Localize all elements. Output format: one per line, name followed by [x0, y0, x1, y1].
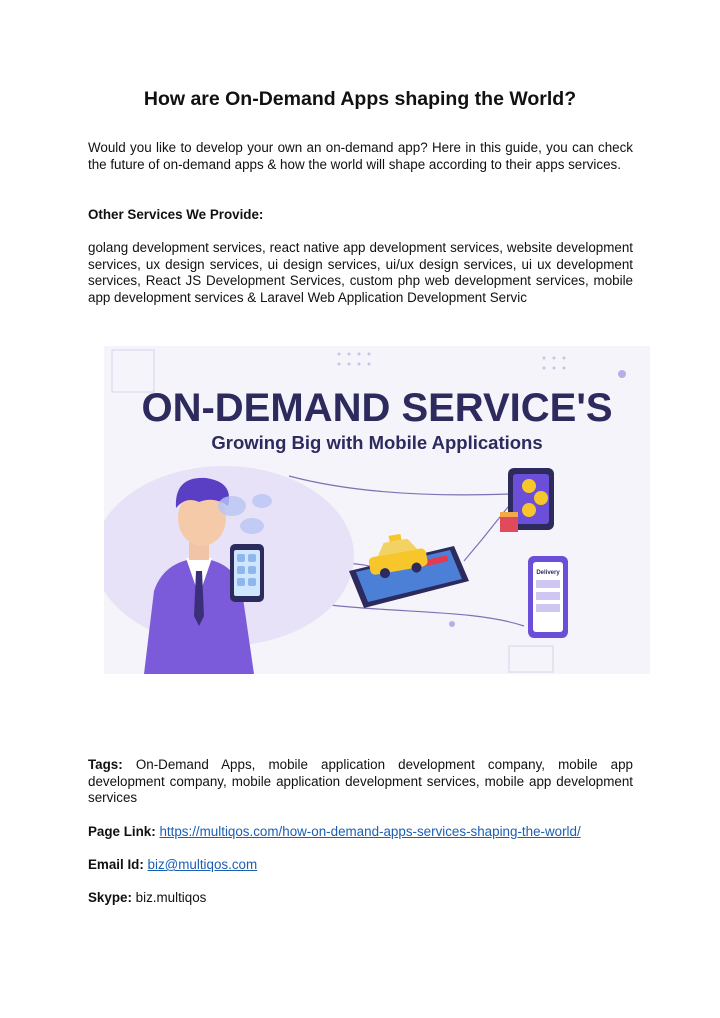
decor-sparkle — [618, 370, 626, 378]
services-paragraph: golang development services, react native app development services, website development services, ux design services, ui design services, ui/ux design services, ui ux development services, React JS Development Services, custom php web development services, mobile app development services & Laravel Web Application Development Servic — [88, 240, 633, 305]
payment-phone-icon — [500, 468, 554, 532]
hand-phone-icon — [230, 544, 264, 602]
skype-label: Skype: — [88, 890, 132, 905]
page-link-label: Page Link: — [88, 824, 156, 839]
page-link-row — [88, 824, 581, 839]
skype-row — [88, 890, 206, 905]
services-heading: Other Services We Provide: — [88, 207, 264, 222]
page-link[interactable]: https://multiqos.com/how-on-demand-apps-services-shaping-the-world/ — [159, 824, 581, 839]
on-demand-banner-image — [104, 346, 650, 674]
skype-value: biz.multiqos — [135, 890, 207, 905]
tags-paragraph — [88, 757, 633, 807]
page-title: How are On-Demand Apps shaping the World? — [143, 88, 577, 110]
banner-subheadline: Growing Big with Mobile Applications — [211, 432, 543, 453]
email-label: Email Id: — [88, 857, 144, 872]
delivery-label: Delivery — [536, 570, 560, 576]
tags-label: Tags: — [88, 757, 123, 772]
email-row — [88, 857, 257, 872]
decor-sparkle — [449, 621, 455, 627]
tags-value: On-Demand Apps, mobile application development company, mobile app development company, mobile application development services, mobile app development services — [88, 757, 633, 806]
delivery-phone-icon — [528, 556, 568, 638]
banner-headline: ON-DEMAND SERVICE'S — [141, 386, 613, 430]
email-link[interactable]: biz@multiqos.com — [147, 857, 258, 872]
intro-paragraph: Would you like to develop your own an on-demand app? Here in this guide, you can check the future of on-demand apps & how the world will shape according to their apps services. — [88, 140, 633, 172]
